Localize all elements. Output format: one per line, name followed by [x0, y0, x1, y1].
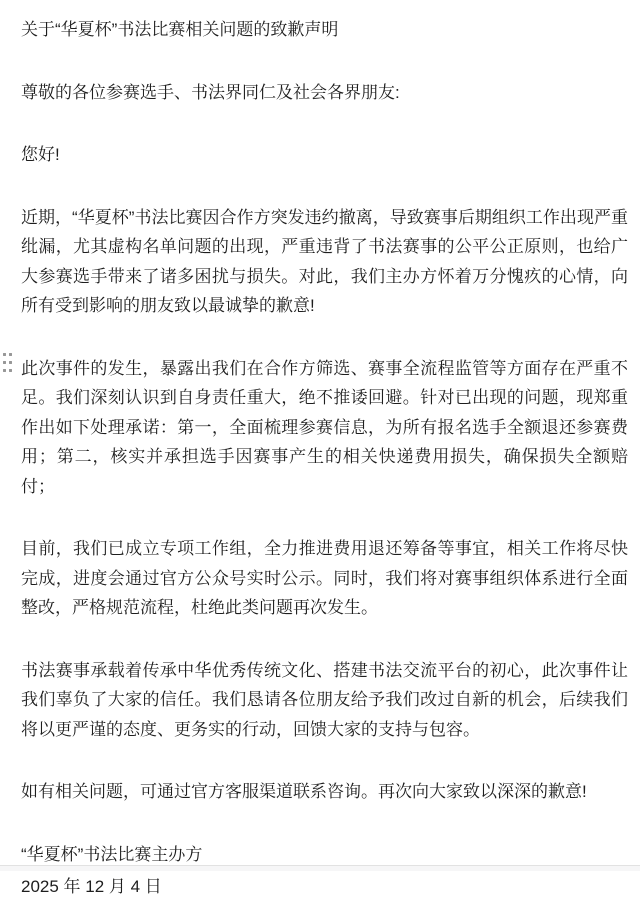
document-title: 关于“华夏杯”书法比赛相关问题的致歉声明: [21, 20, 339, 39]
greeting-line: 您好!: [21, 145, 60, 164]
bottom-panel-edge: [0, 865, 640, 871]
paragraph-incident: 近期，“华夏杯”书法比赛因合作方突发违约撤离，导致赛事后期组织工作出现严重纰漏，尤其虚构名单问题的出现，严重违背了书法赛事的公平公正原则，也给广大参赛选手带来了诸多困扰与损失。对此，我们主办方怀着万分愧疚的心情，向所有受到影响的朋友致以最诚挚的歉意!: [21, 207, 628, 315]
grip-dot: [3, 369, 6, 372]
grip-dot: [9, 353, 12, 356]
grip-dot: [9, 361, 12, 364]
contact-note-line: 如有相关问题，可通过官方客服渠道联系咨询。再次向大家致以深深的歉意!: [21, 782, 587, 801]
date-line: 2025 年 12 月 4 日: [21, 877, 162, 896]
paragraph-taskforce: 目前，我们已成立专项工作组，全力推进费用退还筹备等事宜，相关工作将尽快完成，进度会通过官方公众号实时公示。同时，我们将对赛事组织体系进行全面整改，严格规范流程，杜绝此类问题再次发生。: [21, 539, 628, 617]
grip-dot: [3, 353, 6, 356]
grip-dot: [3, 361, 6, 364]
paragraph-trust: 书法赛事承载着传承中华优秀传统文化、搭建书法交流平台的初心，此次事件让我们辜负了大家的信任。我们恳请各位朋友给予我们改过自新的机会，后续我们将以更严谨的态度、更务实的行动，回馈大家的支持与包容。: [21, 660, 628, 739]
paragraph-commitments: 此次事件的发生，暴露出我们在合作方筛选、赛事全流程监管等方面存在严重不足。我们深刻认识到自身责任重大，绝不推诿回避。针对已出现的问题，现郑重作出如下处理承诺：第一，全面梳理参赛信息，为所有报名选手全额退还参赛费用；第二，核实并承担选手因赛事产生的相关快递费用损失，确保损失全额赔付；: [21, 358, 628, 496]
grip-dot: [9, 369, 12, 372]
signature-line: “华夏杯”书法比赛主办方: [21, 844, 203, 864]
salutation-line: 尊敬的各位参赛选手、书法界同仁及社会各界朋友:: [21, 82, 400, 102]
paragraph-drag-handle-icon[interactable]: [3, 353, 12, 375]
